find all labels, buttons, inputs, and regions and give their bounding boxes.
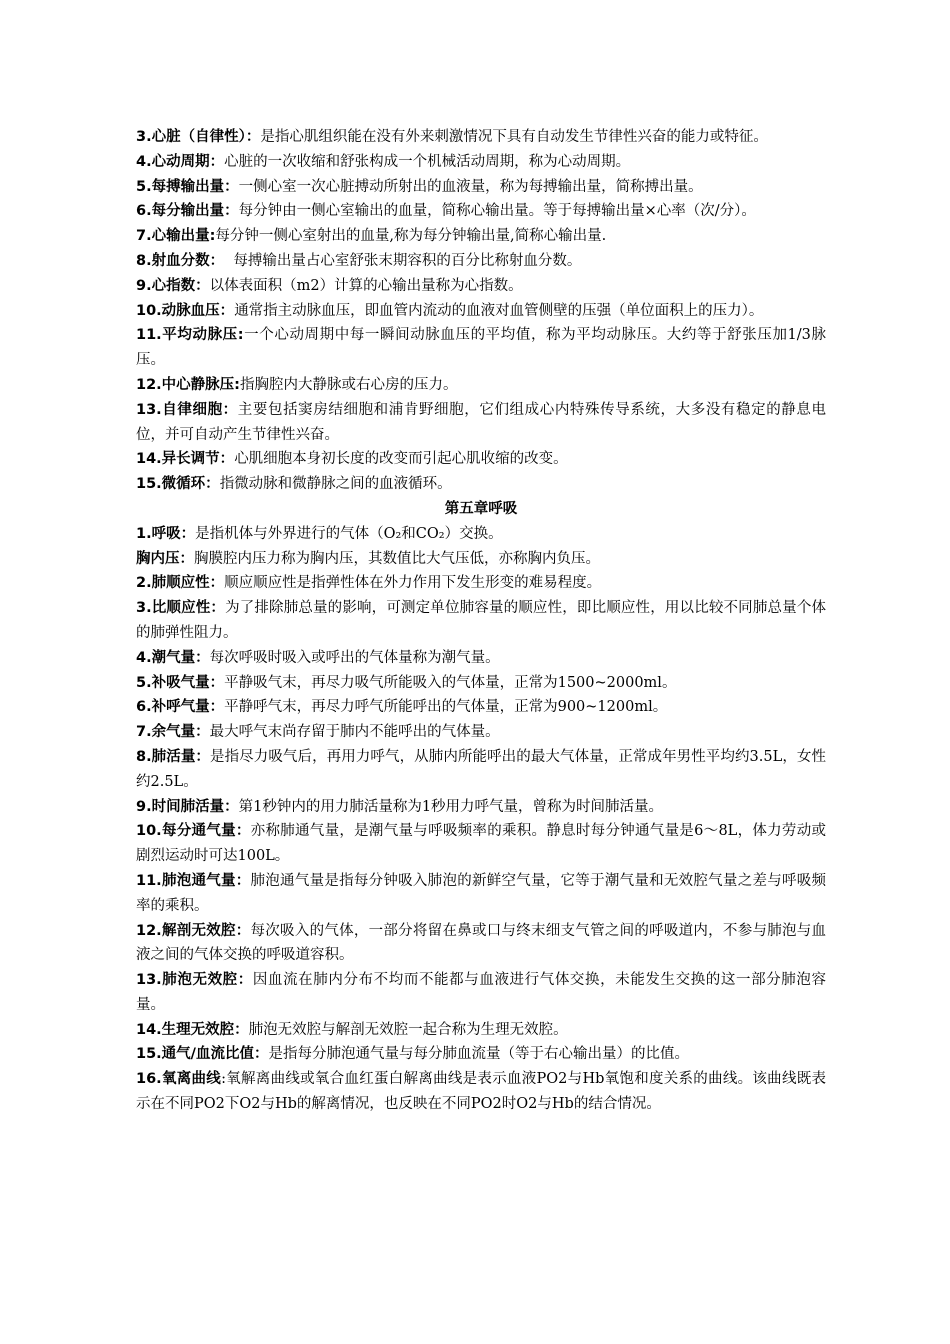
- definition-entry: [136, 224, 826, 249]
- term: 7.余气量：: [136, 724, 210, 741]
- term: 12.解剖无效腔：: [136, 922, 251, 939]
- definition-entry: [136, 299, 826, 324]
- term: 13.自律细胞：: [136, 401, 238, 418]
- term: 15.微循环：: [136, 476, 220, 493]
- term: 8.射血分数：: [136, 252, 225, 269]
- definition-entry: [136, 199, 826, 224]
- definition: 心脏的一次收缩和舒张构成一个机械活动周期，称为心动周期。: [224, 153, 631, 170]
- term: 15.通气/血流比值：: [136, 1046, 269, 1063]
- term: 3.比顺应性：: [136, 600, 226, 617]
- section-heart: [136, 125, 826, 497]
- definition: 肺泡无效腔与解剖无效腔一起合称为生理无效腔。: [248, 1021, 568, 1038]
- definition-entry: [136, 919, 826, 969]
- term: 14.生理无效腔：: [136, 1021, 249, 1038]
- definition-entry: [136, 522, 826, 547]
- definition-entry: [136, 596, 826, 646]
- definition: 每次吸入的气体，一部分将留在鼻或口与终末细支气管之间的呼吸道内，不参与肺泡与血液之间的气体交换的呼吸道容积。: [136, 922, 827, 964]
- definition: 平静吸气末，再尽力吸气所能吸入的气体量，正常为1500~2000ml。: [224, 674, 677, 691]
- definition: 顺应顺应性是指弹性体在外力作用下发生形变的难易程度。: [224, 575, 602, 592]
- definition: 是指每分肺泡通气量与每分肺血流量（等于右心输出量）的比值。: [268, 1046, 689, 1063]
- definition: 每分钟由一侧心室输出的血量，简称心输出量。等于每搏输出量×心率（次/分）。: [238, 203, 756, 220]
- term: 16.氧离曲线: [136, 1071, 222, 1088]
- definition: 因血流在肺内分布不均而不能都与血液进行气体交换，未能发生交换的这一部分肺泡容量。: [136, 972, 826, 1013]
- definition-entry: [136, 373, 826, 398]
- definition: 每搏输出量占心室舒张末期容积的百分比称射血分数。: [224, 252, 582, 269]
- term: 8.肺活量：: [136, 748, 211, 765]
- definition: 一侧心室一次心脏搏动所射出的血液量，称为每搏输出量，简称搏出量。: [238, 178, 703, 195]
- definition: 肺泡通气量是指每分钟吸入肺泡的新鲜空气量，它等于潮气量和无效腔气量之差与呼吸频率的乘积。: [136, 872, 827, 914]
- definition-entry: [136, 745, 826, 795]
- definition-entry: [136, 125, 826, 150]
- definition: 亦称肺通气量，是潮气量与呼吸频率的乘积。静息时每分钟通气量是6～8L，体力劳动或剧烈运动时可达100L。: [136, 823, 827, 865]
- definition-entry: [136, 323, 826, 373]
- definition: 平静呼气末，再尽力呼气所能呼出的气体量，正常为900~1200ml。: [224, 699, 668, 716]
- definition-entry: [136, 1067, 826, 1117]
- term: 6.补呼气量：: [136, 699, 225, 716]
- definition: 指胸腔内大静脉或右心房的压力。: [240, 376, 458, 393]
- definition-entry: [136, 646, 826, 671]
- definition: 最大呼气末尚存留于肺内不能呼出的气体量。: [209, 724, 500, 741]
- term: 5.每搏输出量：: [136, 178, 239, 195]
- definition-entry: [136, 398, 826, 448]
- definition: 每分钟一侧心室射出的血量,称为每分钟输出量,简称心输出量.: [215, 228, 607, 245]
- definition: 以体表面积（m2）计算的心输出量称为心指数。: [209, 277, 523, 294]
- definition-entry: [136, 150, 826, 175]
- definition: 为了排除肺总量的影响，可测定单位肺容量的顺应性，即比顺应性，用以比较不同肺总量个体的肺弹性阻力。: [136, 600, 826, 641]
- term: 14.异长调节：: [136, 451, 235, 468]
- definition-entry: [136, 795, 826, 820]
- definition-entry: [136, 274, 826, 299]
- definition-entry: [136, 571, 826, 596]
- definition-entry: [136, 472, 826, 497]
- definition-entry: [136, 175, 826, 200]
- term: 7.心输出量:: [136, 228, 216, 245]
- term: 6.每分输出量：: [136, 203, 239, 220]
- term: 2.肺顺应性：: [136, 575, 225, 592]
- document-page: [136, 125, 826, 1117]
- definition: 指微动脉和微静脉之间的血液循环。: [219, 476, 452, 493]
- definition: 每次呼吸时吸入或呼出的气体量称为潮气量。: [209, 649, 500, 666]
- definition: 是指尽力吸气后，再用力呼气，从肺内所能呼出的最大气体量，正常成年男性平均约3.5L，女性约2.5L。: [136, 748, 826, 790]
- term: 5.补吸气量：: [136, 674, 225, 691]
- term: 9.时间肺活量：: [136, 798, 239, 815]
- term: 10.动脉血压：: [136, 302, 235, 319]
- term: 4.心动周期：: [136, 153, 225, 170]
- definition-entry: [136, 447, 826, 472]
- definition: :氧解离曲线或氧合血红蛋白解离曲线是表示血液PO2与Hb氧饱和度关系的曲线。该曲线既表示在不同PO2下O2与Hb的解离情况，也反映在不同PO2时O2与Hb的结合情况。: [136, 1071, 827, 1113]
- definition-entry: [136, 547, 826, 572]
- section-respiration: [136, 522, 826, 1117]
- definition-entry: [136, 869, 826, 919]
- definition: 是指机体与外界进行的气体（O₂和CO₂）交换。: [195, 525, 503, 542]
- definition: 胸膜腔内压力称为胸内压，其数值比大气压低，亦称胸内负压。: [194, 550, 600, 567]
- term: 10.每分通气量：: [136, 823, 251, 840]
- definition: 主要包括窦房结细胞和浦肯野细胞，它们组成心内特殊传导系统，大多没有稳定的静息电位，并可自动产生节律性兴奋。: [136, 401, 827, 443]
- chapter-heading: 第五章呼吸: [444, 500, 518, 517]
- definition: 一个心动周期中每一瞬间动脉血压的平均值，称为平均动脉压。大约等于舒张压加1/3脉压。: [136, 327, 826, 369]
- definition-entry: [136, 819, 826, 869]
- definition: 是指心肌组织能在没有外来刺激情况下具有自动发生节律性兴奋的能力或特征。: [260, 129, 768, 145]
- definition: 通常指主动脉血压，即血管内流动的血液对血管侧壁的压强（单位面积上的压力）。: [234, 302, 764, 319]
- definition-entry: [136, 968, 826, 1018]
- definition-entry: [136, 249, 826, 274]
- definition-entry: [136, 1042, 826, 1067]
- definition: 心肌细胞本身初长度的改变而引起心肌收缩的改变。: [234, 451, 568, 468]
- definition: 第1秒钟内的用力肺活量称为1秒用力呼气量，曾称为时间肺活量。: [238, 798, 664, 815]
- term: 11.平均动脉压:: [136, 327, 244, 344]
- definition-entry: [136, 1018, 826, 1043]
- term: 12.中心静脉压:: [136, 376, 240, 393]
- definition-entry: [136, 671, 826, 696]
- term: 9.心指数：: [136, 277, 210, 294]
- term: 1.呼吸：: [136, 525, 196, 542]
- term: 13.肺泡无效腔：: [136, 972, 253, 989]
- term: 胸内压：: [136, 550, 194, 567]
- definition-entry: [136, 695, 826, 720]
- term: 11.肺泡通气量：: [136, 872, 251, 889]
- term: 3.心脏（自律性）：: [136, 129, 261, 145]
- term: 4.潮气量：: [136, 649, 210, 666]
- definition-entry: [136, 720, 826, 745]
